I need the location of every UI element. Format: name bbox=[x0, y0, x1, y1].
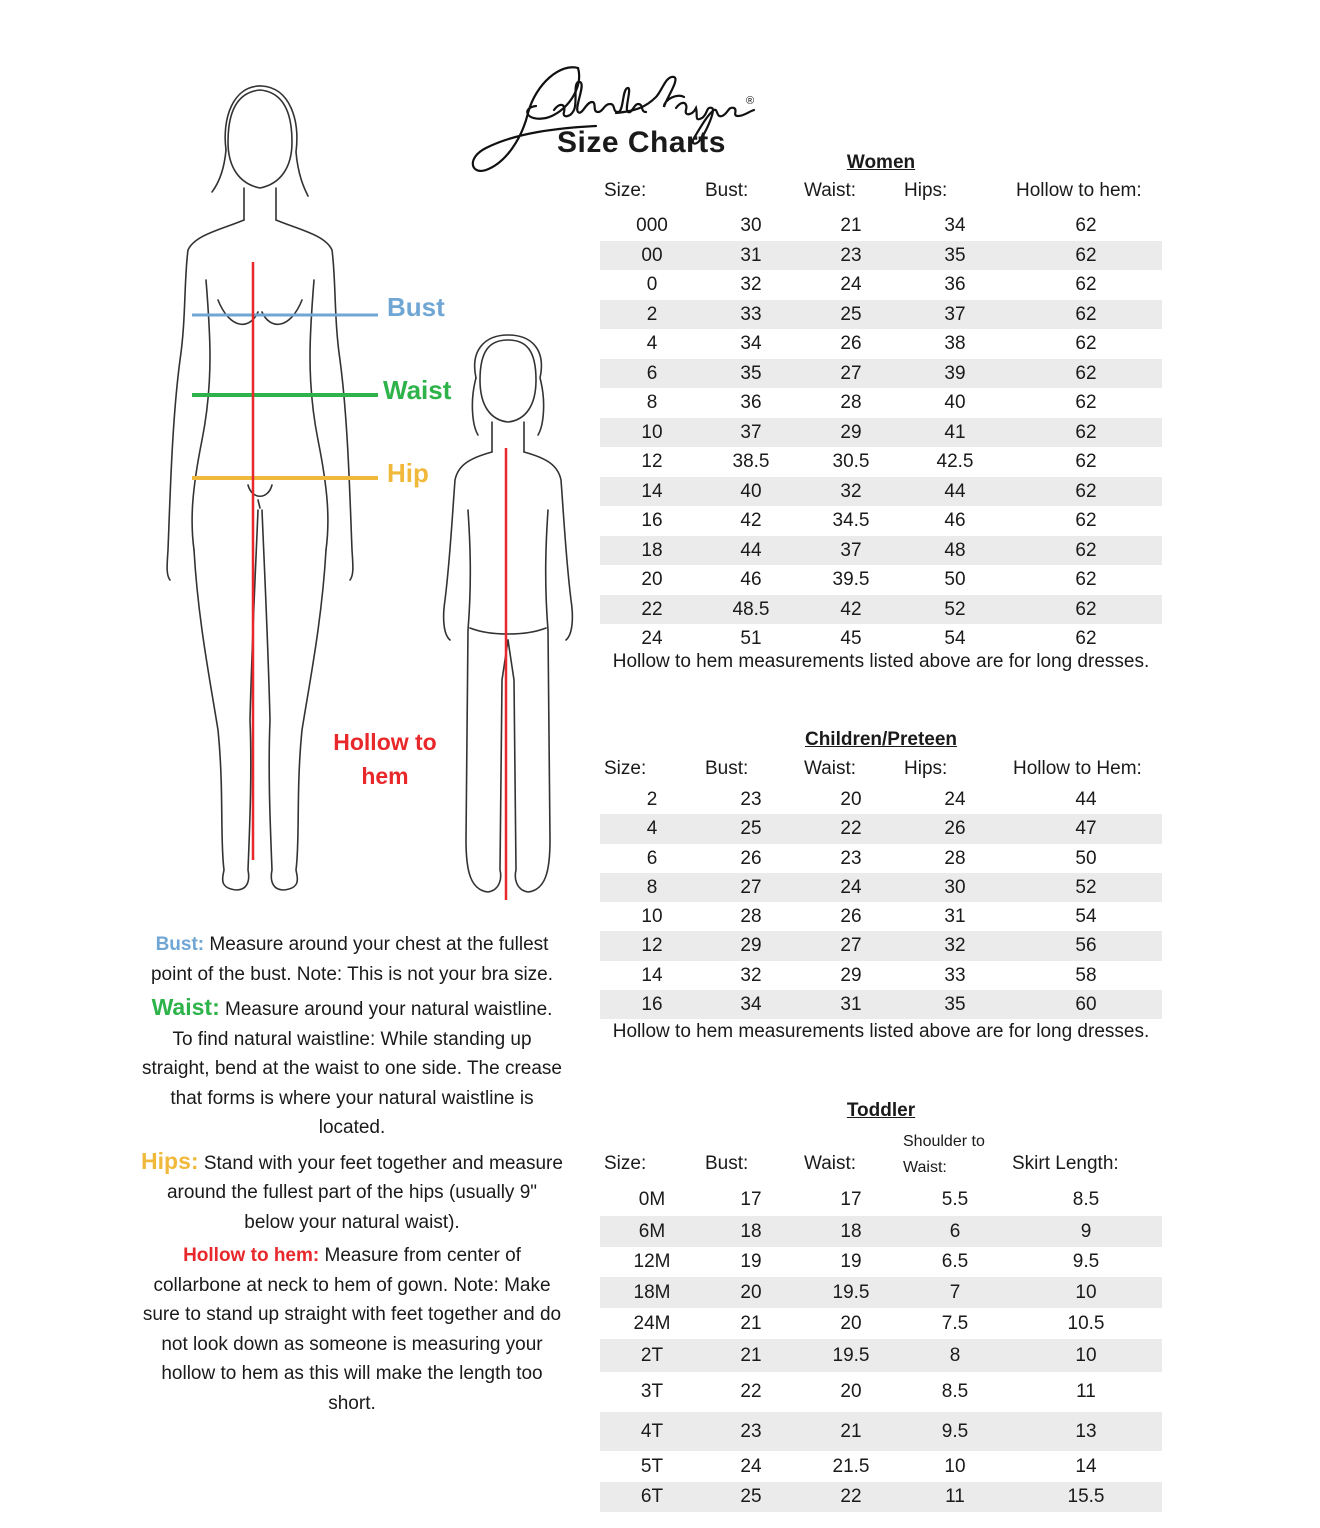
table-cell: 26 bbox=[840, 333, 862, 354]
table-cell: 35 bbox=[944, 244, 966, 266]
toddler-rows bbox=[600, 1183, 1162, 1512]
hips-instruction bbox=[140, 1147, 564, 1238]
table-cell: 6M bbox=[638, 1221, 666, 1242]
table-row bbox=[600, 902, 1162, 931]
table-row bbox=[600, 785, 1162, 814]
table-cell: 41 bbox=[944, 421, 966, 443]
table-cell: 25 bbox=[740, 1486, 762, 1507]
table-row bbox=[600, 1451, 1162, 1482]
table-cell: 6.5 bbox=[941, 1251, 969, 1272]
table-cell: 38 bbox=[944, 333, 966, 354]
table-cell: 24 bbox=[840, 876, 862, 898]
table-cell: 50 bbox=[944, 569, 966, 590]
table-cell: 21 bbox=[840, 215, 862, 236]
table-cell: 45 bbox=[840, 628, 862, 649]
table-row bbox=[600, 418, 1162, 448]
table-cell: 14 bbox=[641, 964, 663, 986]
table-cell: 62 bbox=[1075, 598, 1097, 620]
table-cell: 34.5 bbox=[832, 510, 870, 531]
table-cell: 32 bbox=[944, 935, 966, 957]
women-rows bbox=[600, 211, 1162, 654]
table-cell: 62 bbox=[1075, 539, 1097, 561]
table-cell: 37 bbox=[944, 303, 966, 325]
table-cell: 17 bbox=[740, 1189, 762, 1210]
table-cell: 24M bbox=[633, 1313, 671, 1334]
table-cell: 26 bbox=[944, 818, 966, 840]
table-cell: 19 bbox=[740, 1251, 762, 1272]
table-cell: 30.5 bbox=[832, 451, 870, 472]
table-row bbox=[600, 447, 1162, 477]
table-cell: 21.5 bbox=[832, 1456, 870, 1477]
waist-instruction bbox=[140, 993, 564, 1143]
table-cell: 30 bbox=[944, 876, 966, 898]
table-cell: 12 bbox=[641, 451, 663, 472]
table-cell: 27 bbox=[840, 362, 862, 384]
table-row bbox=[600, 329, 1162, 359]
table-cell: 52 bbox=[944, 598, 966, 620]
hollow-text: Measure from center of collarbone at neck to hem of gown. Note: Make sure to stand up straight with feet together and do not look down as someone is measuring your hollow to hem as this will make the length too short. bbox=[142, 1245, 562, 1414]
table-cell: 19.5 bbox=[832, 1345, 870, 1366]
table-row bbox=[600, 1308, 1162, 1339]
table-cell: 7.5 bbox=[941, 1313, 969, 1334]
table-cell: 60 bbox=[1075, 994, 1097, 1016]
table-row bbox=[600, 300, 1162, 330]
table-cell: 000 bbox=[636, 215, 668, 236]
table-cell: 31 bbox=[740, 244, 762, 266]
header-waist: Waist: bbox=[804, 180, 857, 201]
table-cell: 28 bbox=[740, 906, 762, 928]
table-cell: 33 bbox=[740, 303, 762, 325]
table-cell: 10 bbox=[641, 906, 663, 928]
table-cell: 15.5 bbox=[1067, 1486, 1105, 1507]
table-row bbox=[600, 873, 1162, 902]
header-waist: Waist: bbox=[804, 758, 857, 779]
table-row bbox=[600, 506, 1162, 536]
table-cell: 62 bbox=[1075, 215, 1097, 236]
table-cell: 47 bbox=[1075, 818, 1097, 840]
table-cell: 28 bbox=[840, 392, 862, 413]
table-row bbox=[600, 270, 1162, 300]
table-cell: 39.5 bbox=[832, 569, 870, 590]
table-row bbox=[600, 990, 1162, 1019]
toddler-size-table bbox=[600, 1098, 1162, 1510]
table-cell: 8.5 bbox=[941, 1381, 969, 1402]
table-row bbox=[600, 1247, 1162, 1277]
table-cell: 34 bbox=[944, 215, 966, 236]
table-cell: 34 bbox=[740, 994, 762, 1016]
table-cell: 20 bbox=[740, 1282, 762, 1303]
table-cell: 29 bbox=[740, 935, 762, 957]
table-cell: 18 bbox=[840, 1221, 862, 1242]
header-bust: Bust: bbox=[705, 758, 749, 779]
table-cell: 44 bbox=[740, 539, 762, 561]
table-cell: 10 bbox=[641, 421, 663, 443]
table-cell: 21 bbox=[740, 1313, 762, 1334]
table-cell: 12M bbox=[633, 1251, 671, 1272]
table-cell: 62 bbox=[1075, 392, 1097, 413]
table-cell: 14 bbox=[641, 480, 663, 502]
table-cell: 62 bbox=[1075, 333, 1097, 354]
table-cell: 4 bbox=[646, 333, 658, 354]
header-hollow: Hollow to hem: bbox=[1016, 180, 1142, 201]
table-cell: 27 bbox=[840, 935, 862, 957]
table-row bbox=[600, 1277, 1162, 1308]
header-hollow: Hollow to Hem: bbox=[1013, 758, 1142, 779]
header-waist: Waist: bbox=[804, 1153, 857, 1174]
table-row bbox=[600, 814, 1162, 843]
table-cell: 46 bbox=[740, 569, 762, 590]
table-cell: 62 bbox=[1075, 451, 1097, 472]
hollow-key: Hollow to hem: bbox=[183, 1245, 320, 1266]
table-cell: 24 bbox=[641, 628, 663, 649]
table-cell: 2 bbox=[646, 303, 658, 325]
table-row bbox=[600, 595, 1162, 625]
table-cell: 50 bbox=[1075, 847, 1097, 869]
table-cell: 16 bbox=[641, 510, 663, 531]
table-cell: 4 bbox=[646, 818, 658, 840]
table-cell: 62 bbox=[1075, 244, 1097, 266]
table-cell: 22 bbox=[641, 598, 663, 620]
women-title: Women bbox=[846, 152, 916, 173]
table-cell: 27 bbox=[740, 876, 762, 898]
table-cell: 62 bbox=[1075, 480, 1097, 502]
table-cell: 20 bbox=[840, 1381, 862, 1402]
table-row bbox=[600, 359, 1162, 389]
table-row bbox=[600, 1482, 1162, 1512]
table-cell: 14 bbox=[1075, 1456, 1097, 1477]
table-cell: 10 bbox=[1075, 1345, 1097, 1366]
table-cell: 8 bbox=[949, 1345, 961, 1366]
table-cell: 12 bbox=[641, 935, 663, 957]
table-cell: 19 bbox=[840, 1251, 862, 1272]
table-cell: 2 bbox=[646, 789, 658, 810]
bust-instruction bbox=[140, 930, 564, 989]
bust-key: Bust: bbox=[155, 934, 205, 955]
table-cell: 2T bbox=[640, 1345, 664, 1366]
table-row bbox=[600, 961, 1162, 990]
table-cell: 30 bbox=[740, 215, 762, 236]
header-size: Size: bbox=[604, 1153, 647, 1174]
header-bust: Bust: bbox=[705, 180, 749, 201]
table-row bbox=[600, 211, 1162, 241]
children-size-table bbox=[600, 727, 1162, 1087]
table-cell: 36 bbox=[740, 392, 762, 413]
table-cell: 62 bbox=[1075, 362, 1097, 384]
table-cell: 23 bbox=[740, 789, 762, 810]
table-cell: 22 bbox=[840, 818, 862, 840]
table-row bbox=[600, 1412, 1162, 1451]
table-cell: 5T bbox=[640, 1456, 664, 1477]
table-cell: 48.5 bbox=[732, 598, 770, 620]
table-cell: 0 bbox=[646, 274, 658, 295]
table-cell: 7 bbox=[949, 1282, 961, 1303]
table-cell: 20 bbox=[840, 789, 862, 810]
table-cell: 10 bbox=[1075, 1282, 1097, 1303]
header-hips: Hips: bbox=[904, 180, 948, 201]
bust-label: Bust bbox=[387, 292, 445, 322]
table-cell: 9.5 bbox=[941, 1421, 969, 1442]
table-cell: 62 bbox=[1075, 421, 1097, 443]
table-cell: 31 bbox=[840, 994, 862, 1016]
table-cell: 24 bbox=[944, 789, 966, 810]
table-cell: 6T bbox=[640, 1486, 664, 1507]
table-cell: 29 bbox=[840, 964, 862, 986]
table-cell: 13 bbox=[1075, 1421, 1097, 1442]
table-cell: 35 bbox=[740, 362, 762, 384]
table-cell: 46 bbox=[944, 510, 966, 531]
table-cell: 32 bbox=[740, 964, 762, 986]
table-cell: 9 bbox=[1080, 1221, 1092, 1242]
table-cell: 35 bbox=[944, 994, 966, 1016]
table-cell: 39 bbox=[944, 362, 966, 384]
table-cell: 10 bbox=[944, 1456, 966, 1477]
table-cell: 33 bbox=[944, 964, 966, 986]
table-row bbox=[600, 536, 1162, 566]
table-cell: 42 bbox=[740, 510, 762, 531]
hollow-instruction bbox=[140, 1241, 564, 1418]
table-row bbox=[600, 844, 1162, 873]
table-cell: 19.5 bbox=[832, 1282, 870, 1303]
table-row bbox=[600, 931, 1162, 960]
table-cell: 31 bbox=[944, 906, 966, 928]
women-note: Hollow to hem measurements listed above are for long dresses. bbox=[612, 651, 1150, 672]
table-cell: 21 bbox=[840, 1421, 862, 1442]
table-cell: 20 bbox=[840, 1313, 862, 1334]
table-cell: 25 bbox=[740, 818, 762, 840]
table-cell: 16 bbox=[641, 994, 663, 1016]
table-cell: 26 bbox=[740, 847, 762, 869]
bust-text: Measure around your chest at the fullest point of the bust. Note: This is not your bra size. bbox=[150, 934, 554, 985]
children-rows bbox=[600, 785, 1162, 1019]
table-cell: 56 bbox=[1075, 935, 1097, 957]
table-row bbox=[600, 241, 1162, 271]
table-cell: 22 bbox=[740, 1381, 762, 1402]
table-cell: 32 bbox=[740, 274, 762, 295]
registered-mark: ® bbox=[746, 95, 755, 107]
table-cell: 62 bbox=[1075, 510, 1097, 531]
table-cell: 44 bbox=[944, 480, 966, 502]
table-cell: 20 bbox=[641, 569, 663, 590]
table-cell: 36 bbox=[944, 274, 966, 295]
table-cell: 4T bbox=[640, 1421, 664, 1442]
table-row bbox=[600, 1339, 1162, 1372]
table-cell: 5.5 bbox=[941, 1189, 969, 1210]
measurement-instructions bbox=[140, 930, 564, 1422]
toddler-title: Toddler bbox=[846, 1100, 916, 1121]
header-shoulder-to-waist: Shoulder to Waist: bbox=[903, 1133, 985, 1176]
table-cell: 23 bbox=[840, 847, 862, 869]
table-cell: 62 bbox=[1075, 303, 1097, 325]
table-cell: 29 bbox=[840, 421, 862, 443]
table-cell: 00 bbox=[641, 244, 663, 266]
table-cell: 42 bbox=[840, 598, 862, 620]
table-cell: 48 bbox=[944, 539, 966, 561]
table-cell: 40 bbox=[740, 480, 762, 502]
hips-text: Stand with your feet together and measure around the fullest part of the hips (usually 9" below your natural waist). bbox=[166, 1152, 563, 1233]
table-cell: 40 bbox=[944, 392, 966, 413]
header-hips: Hips: bbox=[904, 758, 948, 779]
header-size: Size: bbox=[604, 758, 647, 779]
waist-key: Waist: bbox=[151, 994, 220, 1020]
table-cell: 26 bbox=[840, 906, 862, 928]
hips-key: Hips: bbox=[141, 1147, 199, 1174]
table-cell: 6 bbox=[646, 847, 658, 869]
women-size-table bbox=[600, 150, 1162, 710]
table-row bbox=[600, 477, 1162, 507]
page-title: Size Charts bbox=[557, 126, 726, 159]
table-row bbox=[600, 1216, 1162, 1247]
hollow-label: Hollow to hem bbox=[333, 729, 437, 789]
table-cell: 18M bbox=[633, 1282, 671, 1303]
waist-label: Waist bbox=[383, 375, 452, 405]
body-figures bbox=[140, 80, 600, 910]
table-cell: 6 bbox=[949, 1221, 961, 1242]
table-cell: 3T bbox=[640, 1381, 664, 1402]
table-cell: 54 bbox=[944, 628, 966, 649]
table-cell: 6 bbox=[646, 362, 658, 384]
table-cell: 10.5 bbox=[1067, 1313, 1105, 1334]
table-cell: 18 bbox=[641, 539, 663, 561]
table-cell: 34 bbox=[740, 333, 762, 354]
table-cell: 23 bbox=[840, 244, 862, 266]
header-size: Size: bbox=[604, 180, 647, 201]
table-cell: 28 bbox=[944, 847, 966, 869]
table-cell: 8 bbox=[646, 392, 658, 413]
table-cell: 37 bbox=[840, 539, 862, 561]
table-cell: 37 bbox=[740, 421, 762, 443]
table-cell: 24 bbox=[840, 274, 862, 295]
table-cell: 8.5 bbox=[1072, 1189, 1100, 1210]
table-cell: 24 bbox=[740, 1456, 762, 1477]
table-cell: 38.5 bbox=[732, 451, 770, 472]
table-cell: 0M bbox=[638, 1189, 666, 1210]
table-cell: 44 bbox=[1075, 789, 1097, 810]
table-cell: 11 bbox=[1076, 1381, 1096, 1402]
table-cell: 8 bbox=[646, 876, 658, 898]
table-cell: 62 bbox=[1075, 274, 1097, 295]
table-cell: 21 bbox=[740, 1345, 762, 1366]
table-cell: 9.5 bbox=[1072, 1251, 1100, 1272]
table-cell: 22 bbox=[840, 1486, 862, 1507]
table-cell: 18 bbox=[740, 1221, 762, 1242]
table-cell: 25 bbox=[840, 303, 862, 325]
table-cell: 54 bbox=[1075, 906, 1097, 928]
table-row bbox=[600, 1183, 1162, 1216]
table-cell: 62 bbox=[1075, 569, 1097, 590]
table-cell: 17 bbox=[840, 1189, 862, 1210]
header-bust: Bust: bbox=[705, 1153, 749, 1174]
table-cell: 58 bbox=[1075, 964, 1097, 986]
children-note: Hollow to hem measurements listed above are for long dresses. bbox=[612, 1021, 1150, 1042]
table-cell: 42.5 bbox=[936, 451, 974, 472]
table-cell: 32 bbox=[840, 480, 862, 502]
table-row bbox=[600, 388, 1162, 418]
table-row bbox=[600, 565, 1162, 595]
waist-text: Measure around your natural waistline. To find natural waistline: While standing up straight, bend at the waist to one side. The crease that forms is where your natural waistline is located. bbox=[141, 999, 562, 1138]
table-cell: 62 bbox=[1075, 628, 1097, 649]
header-skirt-length: Skirt Length: bbox=[1012, 1153, 1119, 1174]
table-row bbox=[600, 1372, 1162, 1412]
table-cell: 11 bbox=[945, 1486, 965, 1507]
table-cell: 23 bbox=[740, 1421, 762, 1442]
children-title: Children/Preteen bbox=[804, 729, 958, 750]
table-cell: 52 bbox=[1075, 876, 1097, 898]
hip-label: Hip bbox=[387, 458, 429, 488]
table-cell: 51 bbox=[740, 628, 762, 649]
